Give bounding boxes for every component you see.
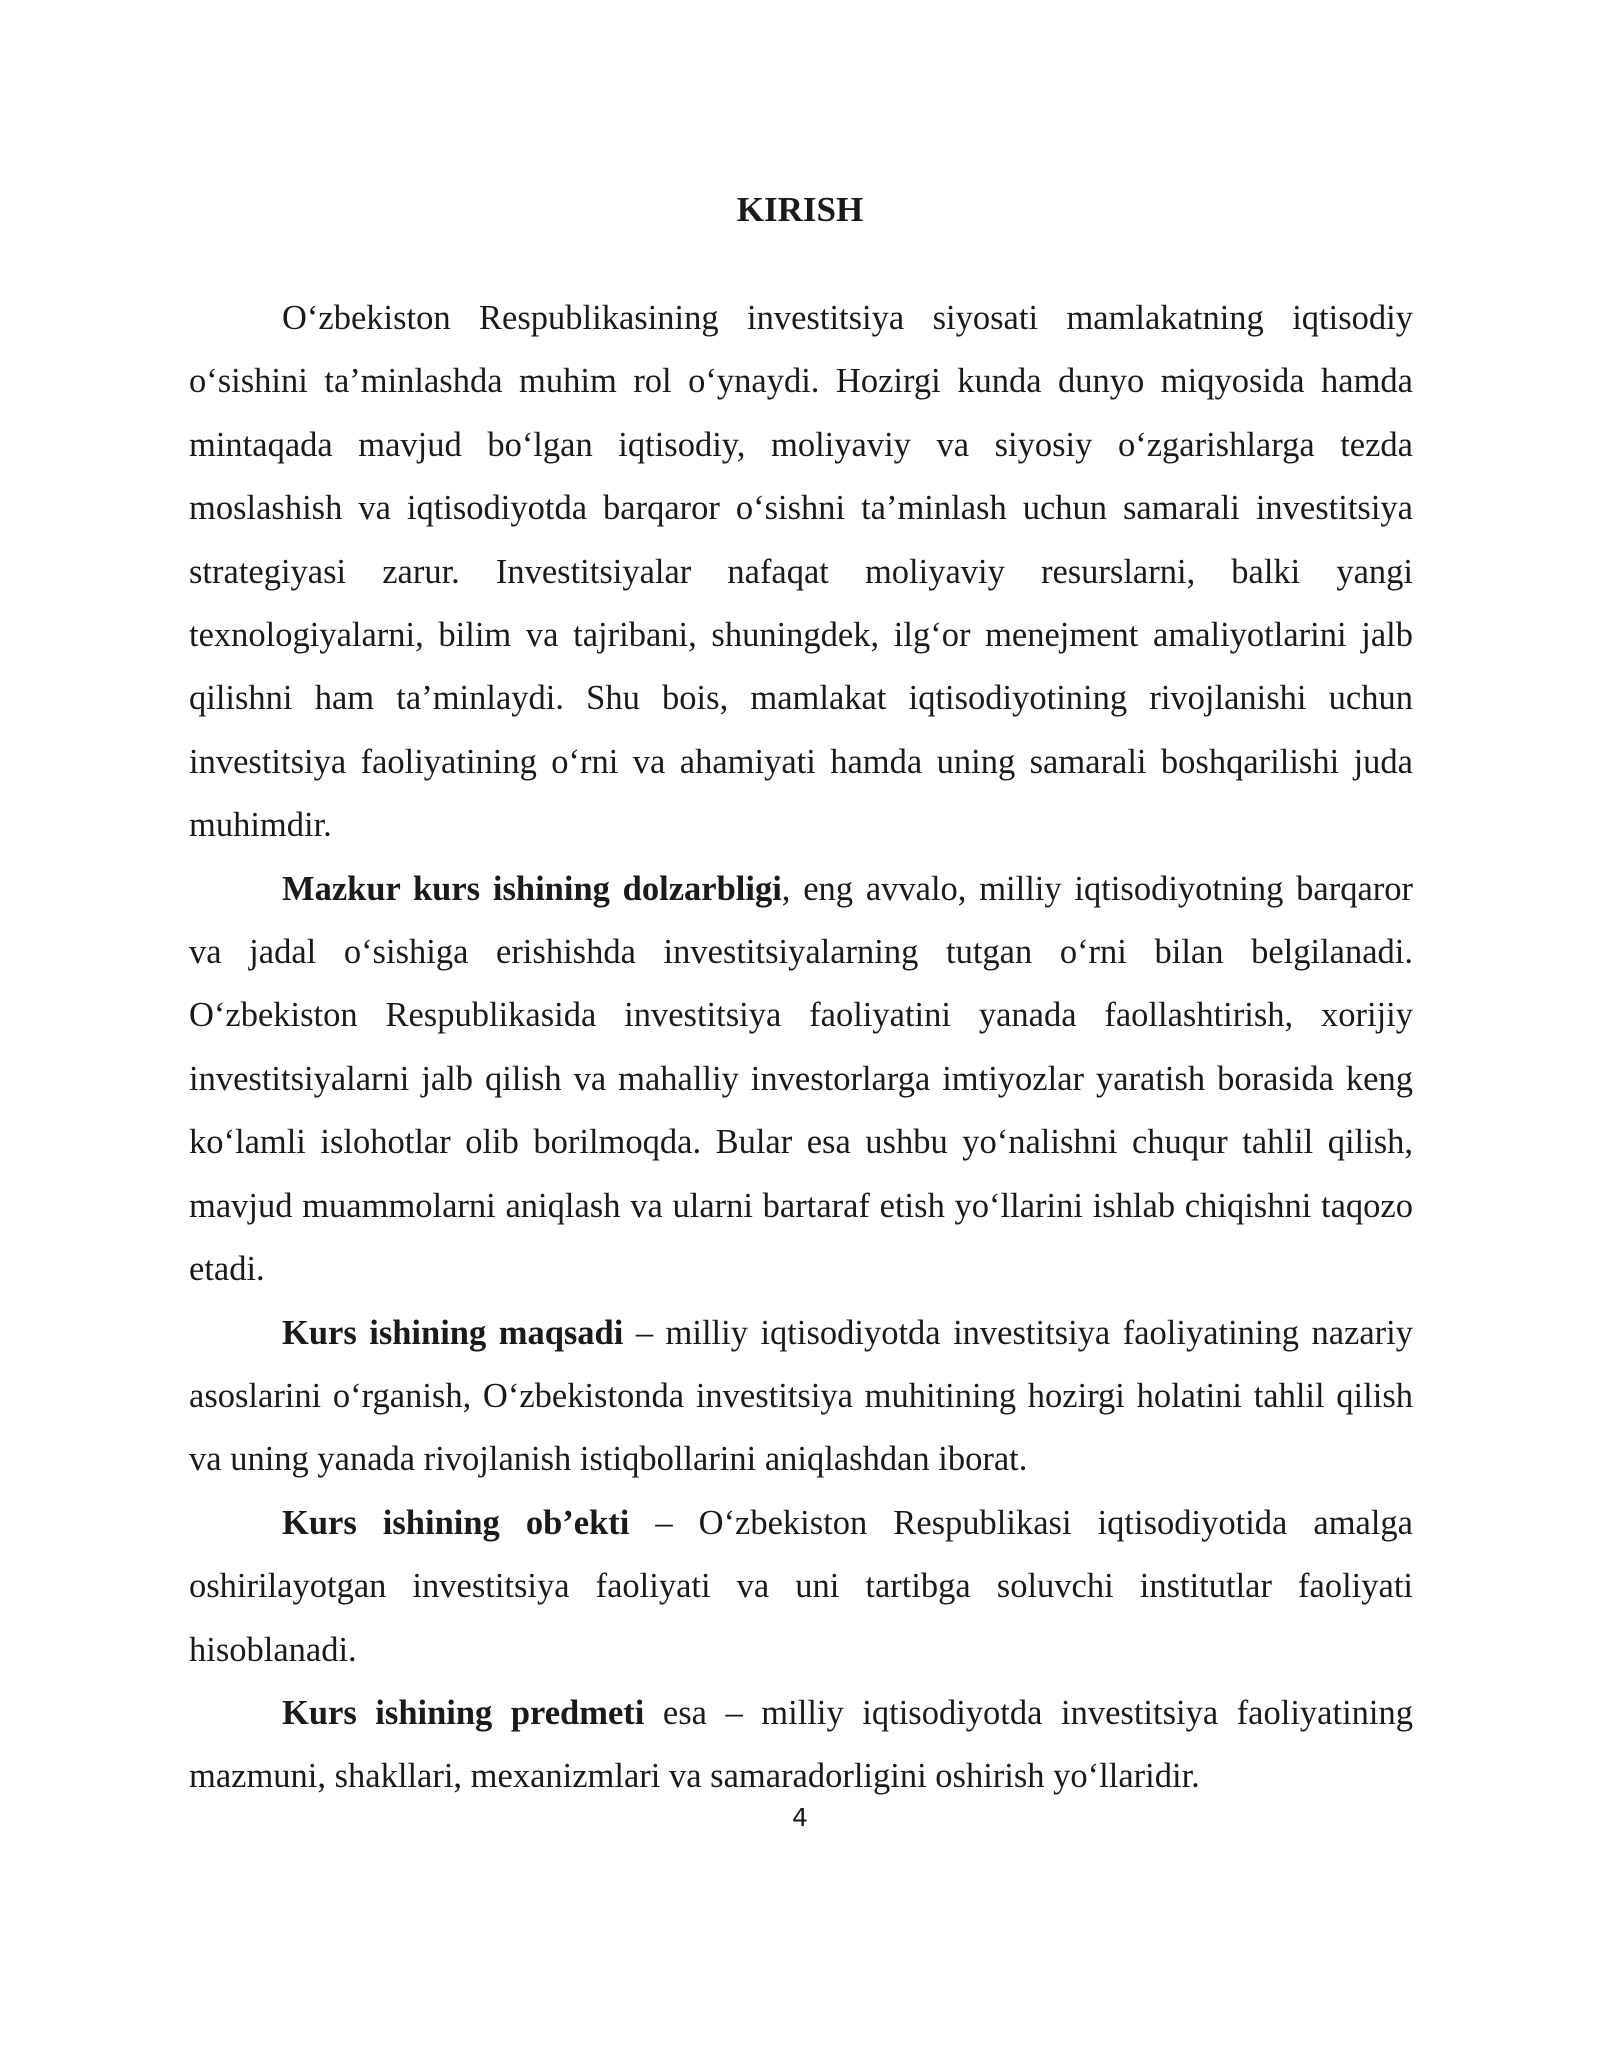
paragraph-subject bbox=[189, 1682, 1413, 1809]
page-number: 4 bbox=[792, 1803, 808, 1832]
paragraph-subject-text: esa – milliy iqtisodiyotda investitsiya faoliyatining mazmuni, shakllari, mexanizmlari va samaradorligini oshirish yo‘llaridir. bbox=[189, 1693, 1413, 1796]
page-title: KIRISH bbox=[736, 190, 864, 229]
paragraph-object bbox=[189, 1492, 1413, 1682]
paragraph-intro bbox=[189, 287, 1413, 858]
paragraph-object-heading: Kurs ishining ob’ekti bbox=[282, 1503, 630, 1542]
paragraph-intro-text: O‘zbekiston Respublikasining investitsiya siyosati mamlakatning iqtisodiy o‘sishini ta’minlashda muhim rol o‘ynaydi. Hozirgi kunda dunyo miqyosida hamda mintaqada mavjud bo‘lgan iqtisodiy, moliyaviy va siyosiy o‘zgarishlarga tezda moslashish va iqtisodiyotda barqaror o‘sishni ta’minlash uchun samarali investitsiya strategiyasi zarur. Investitsiyalar nafaqat moliyaviy resurslarni, balki yangi texnologiyalarni, bilim va tajribani, shuningdek, ilg‘or menejment amaliyotlarini jalb qilishni ham ta’minlaydi. Shu bois, mamlakat iqtisodiyotining rivojlanishi uchun investitsiya faoliyatining o‘rni va ahamiyati hamda uning samarali boshqarilishi juda muhimdir. bbox=[189, 299, 1413, 845]
paragraph-subject-heading: Kurs ishining predmeti bbox=[282, 1693, 645, 1732]
paragraph-object-text: – O‘zbekiston Respublikasi iqtisodiyotida amalga oshirilayotgan investitsiya faoliyati va uni tartibga soluvchi institutlar faoliyati hisoblanadi. bbox=[189, 1503, 1413, 1669]
paragraph-goal-heading: Kurs ishining maqsadi bbox=[282, 1313, 624, 1352]
paragraph-goal-text: – milliy iqtisodiyotda investitsiya faoliyatining nazariy asoslarini o‘rganish, O‘zbekistonda investitsiya muhitining hozirgi holatini tahlil qilish va uning yanada rivojlanish istiqbollarini aniqlashdan iborat. bbox=[189, 1313, 1413, 1479]
paragraph-relevance bbox=[189, 858, 1413, 1302]
paragraph-goal bbox=[189, 1302, 1413, 1492]
paragraph-relevance-heading: Mazkur kurs ishining dolzarbligi bbox=[282, 869, 782, 908]
document-body bbox=[189, 287, 1413, 1809]
paragraph-relevance-text: , eng avvalo, milliy iqtisodiyotning barqaror va jadal o‘sishiga erishishda investitsiyalarning tutgan o‘rni bilan belgilanadi. O‘zbekiston Respublikasida investitsiya faoliyatini yanada faollashtirish, xorijiy investitsiyalarni jalb qilish va mahalliy investorlarga imtiyozlar yaratish borasida keng ko‘lamli islohotlar olib borilmoqda. Bular esa ushbu yo‘nalishni chuqur tahlil qilish, mavjud muammolarni aniqlash va ularni bartaraf etish yo‘llarini ishlab chiqishni taqozo etadi. bbox=[189, 869, 1413, 1289]
